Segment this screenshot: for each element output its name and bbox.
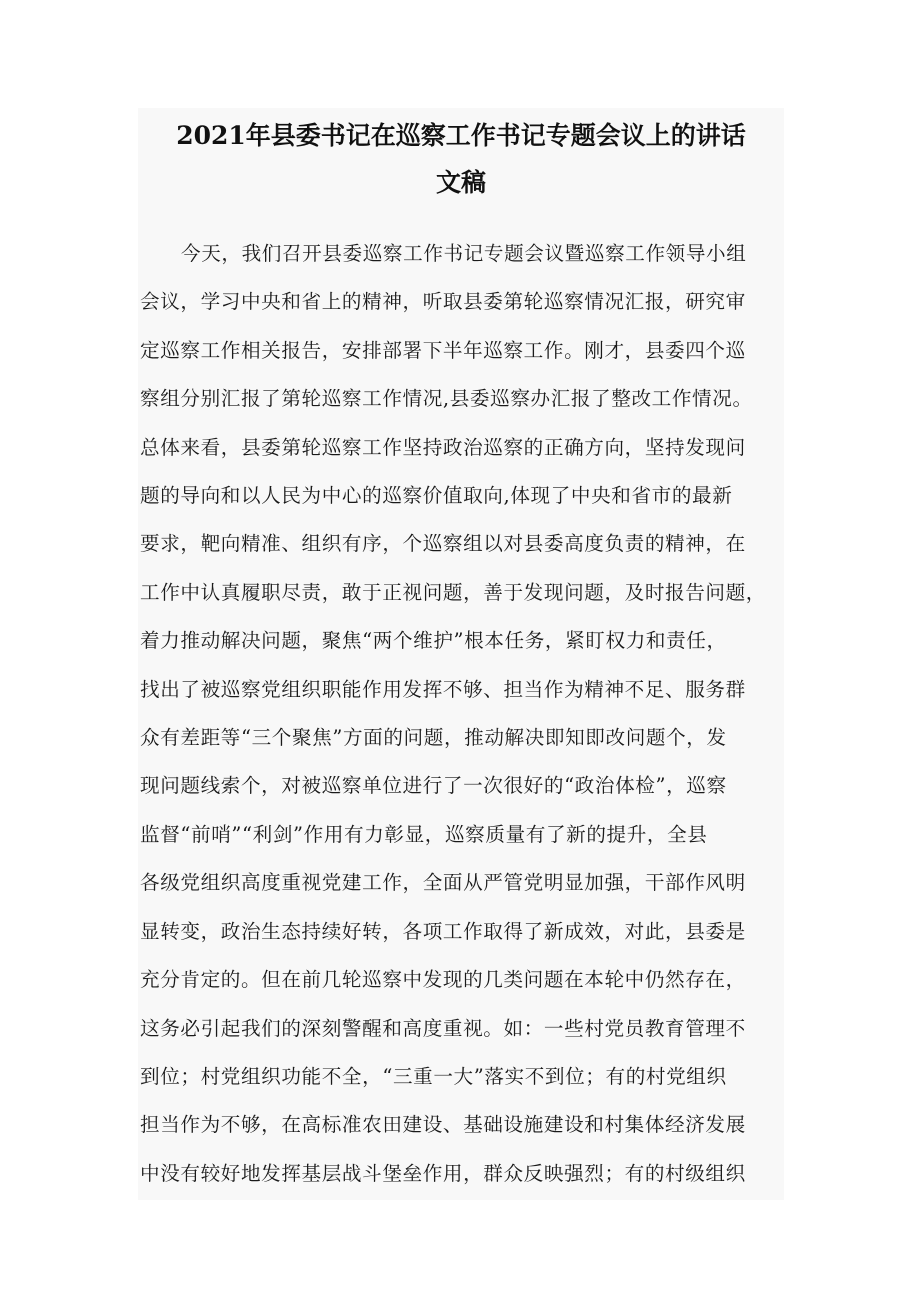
- document-title: [138, 112, 784, 206]
- body-line: 各级党组织高度重视党建工作，全面从严管党明显加强，干部作风明: [140, 871, 746, 895]
- title-line-2: 文稿: [435, 168, 486, 197]
- body-line: 到位；村党组织功能不全，“三重一大”落实不到位；有的村党组织: [140, 1064, 727, 1088]
- body-line: 要求，靶向精准、组织有序，个巡察组以对县委高度负责的精神，在: [140, 532, 746, 556]
- title-line-1: 2021年县委书记在巡察工作书记专题会议上的讲话: [176, 121, 746, 150]
- body-line: 这务必引起我们的深刻警醒和高度重视。如：一些村党员教育管理不: [140, 1016, 746, 1040]
- body-line: 定巡察工作相关报告，安排部署下半年巡察工作。刚才，县委四个巡: [140, 338, 746, 362]
- body-line: 担当作为不够，在高标准农田建设、基础设施建设和村集体经济发展: [140, 1113, 746, 1137]
- body-line: 工作中认真履职尽责，敢于正视问题，善于发现问题，及时报告问题，: [140, 580, 767, 604]
- body-line: 会议，学习中央和省上的精神，听取县委第轮巡察情况汇报，研究审: [140, 290, 746, 314]
- body-line: 众有差距等“三个聚焦”方面的问题，推动解决即知即改问题个，发: [140, 726, 727, 750]
- document-body: [140, 230, 790, 1198]
- body-line: 着力推动解决问题，聚焦“两个维护”根本任务，紧盯权力和责任，: [140, 629, 727, 653]
- body-line: 察组分别汇报了第轮巡察工作情况,县委巡察办汇报了整改工作情况。: [140, 387, 753, 411]
- body-line: 显转变，政治生态持续好转，各项工作取得了新成效，对此，县委是: [140, 919, 746, 943]
- body-line: 今天，我们召开县委巡察工作书记专题会议暨巡察工作领导小组: [181, 242, 747, 265]
- body-line: 题的导向和以人民为中心的巡察价值取向,体现了中央和省市的最新: [140, 484, 733, 508]
- body-line: 监督“前哨”“利剑”作用有力彰显，巡察质量有了新的提升，全县: [140, 822, 708, 846]
- body-line: 总体来看，县委第轮巡察工作坚持政治巡察的正确方向，坚持发现问: [140, 435, 746, 459]
- body-line: 找出了被巡察党组织职能作用发挥不够、担当作为精神不足、服务群: [140, 677, 746, 701]
- body-line: 充分肯定的。但在前几轮巡察中发现的几类问题在本轮中仍然存在，: [140, 968, 746, 992]
- body-line: 现问题线索个，对被巡察单位进行了一次很好的“政治体检”，巡察: [140, 774, 727, 798]
- body-line: 中没有较好地发挥基层战斗堡垒作用，群众反映强烈；有的村级组织: [140, 1161, 746, 1185]
